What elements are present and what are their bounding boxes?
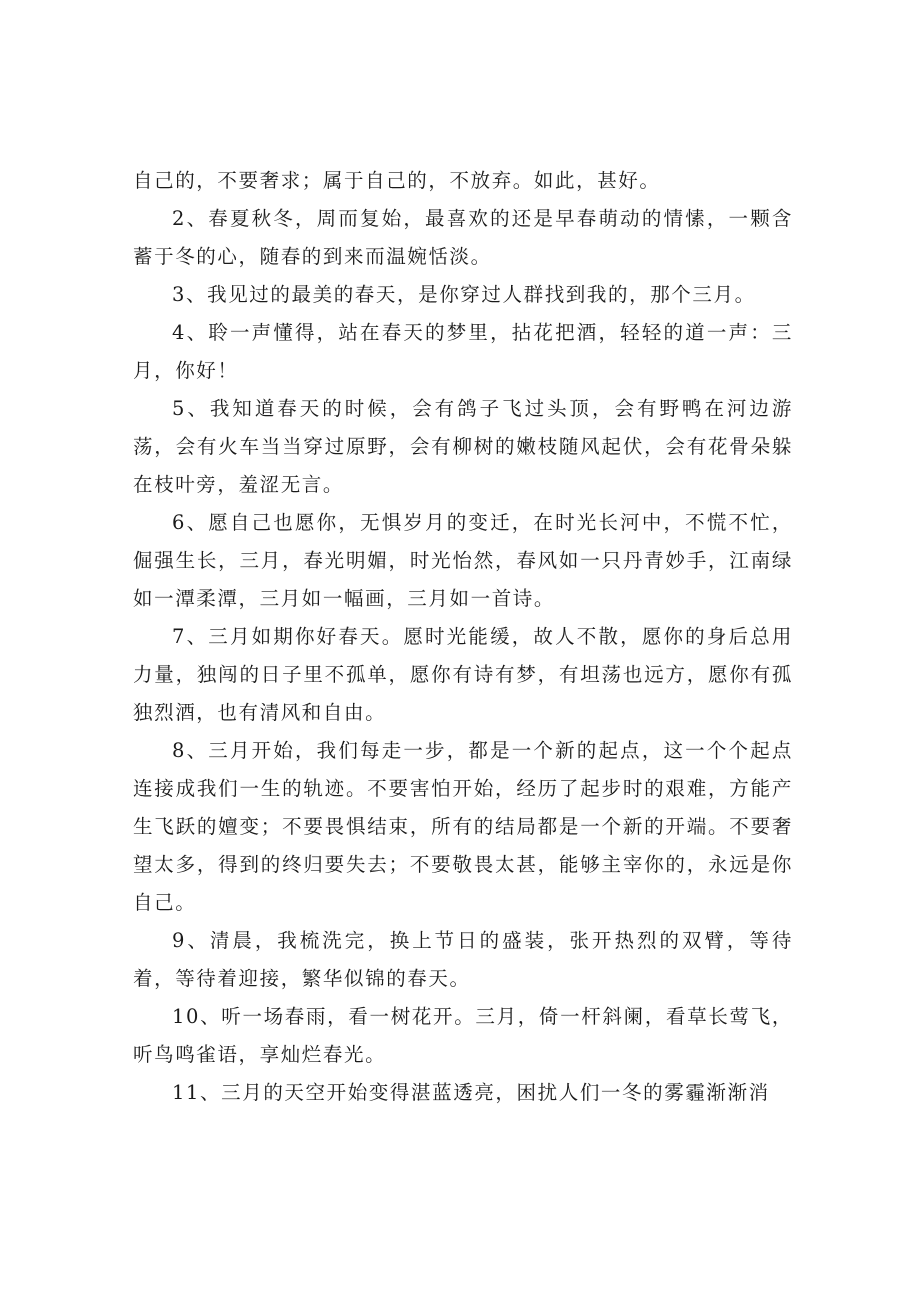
paragraph-6: 6、愿自己也愿你，无惧岁月的变迁，在时光长河中，不慌不忙，倔强生长，三月，春光明媚，时光怡然，春风如一只丹青妙手，江南绿如一潭柔潭，三月如一幅画，三月如一首诗。 (133, 511, 793, 610)
paragraph-8: 8、三月开始，我们每走一步，都是一个新的起点，这一个个起点连接成我们一生的轨迹。不要害怕开始，经历了起步时的艰难，方能产生飞跃的嬗变；不要畏惧结束，所有的结局都是一个新的开端。不要奢望太多，得到的终归要失去；不要敬畏太甚，能够主宰你的，永远是你自己。 (133, 739, 793, 914)
paragraph-11: 11、三月的天空开始变得湛蓝透亮，困扰人们一冬的雾霾渐渐消 (172, 1081, 770, 1104)
paragraph-continuation: 自己的，不要奢求；属于自己的，不放弃。如此，甚好。 (133, 169, 661, 192)
paragraph-2: 2、春夏秋冬，周而复始，最喜欢的还是早春萌动的情愫，一颗含蓄于冬的心，随春的到来而温婉恬淡。 (133, 207, 793, 268)
paragraph-9: 9、清晨，我梳洗完，换上节日的盛装，张开热烈的双臂，等待着，等待着迎接，繁华似锦的春天。 (133, 929, 793, 990)
paragraph-7: 7、三月如期你好春天。愿时光能缓，故人不散，愿你的身后总用力量，独闯的日子里不孤单，愿你有诗有梦，有坦荡也远方，愿你有孤独烈酒，也有清风和自由。 (133, 625, 793, 724)
paragraph-4: 4、聆一声懂得，站在春天的梦里，拈花把酒，轻轻的道一声：三月，你好！ (133, 321, 793, 382)
paragraph-5: 5、我知道春天的时候，会有鸽子飞过头顶，会有野鸭在河边游荡，会有火车当当穿过原野，会有柳树的嫩枝随风起伏，会有花骨朵躲在枝叶旁，羞涩无言。 (133, 397, 793, 496)
paragraph-3: 3、我见过的最美的春天，是你穿过人群找到我的，那个三月。 (172, 283, 756, 306)
paragraph-10: 10、听一场春雨，看一树花开。三月，倚一杆斜阑，看草长莺飞，听鸟鸣雀语，享灿烂春光。 (133, 1005, 793, 1066)
article-body (133, 162, 793, 1112)
